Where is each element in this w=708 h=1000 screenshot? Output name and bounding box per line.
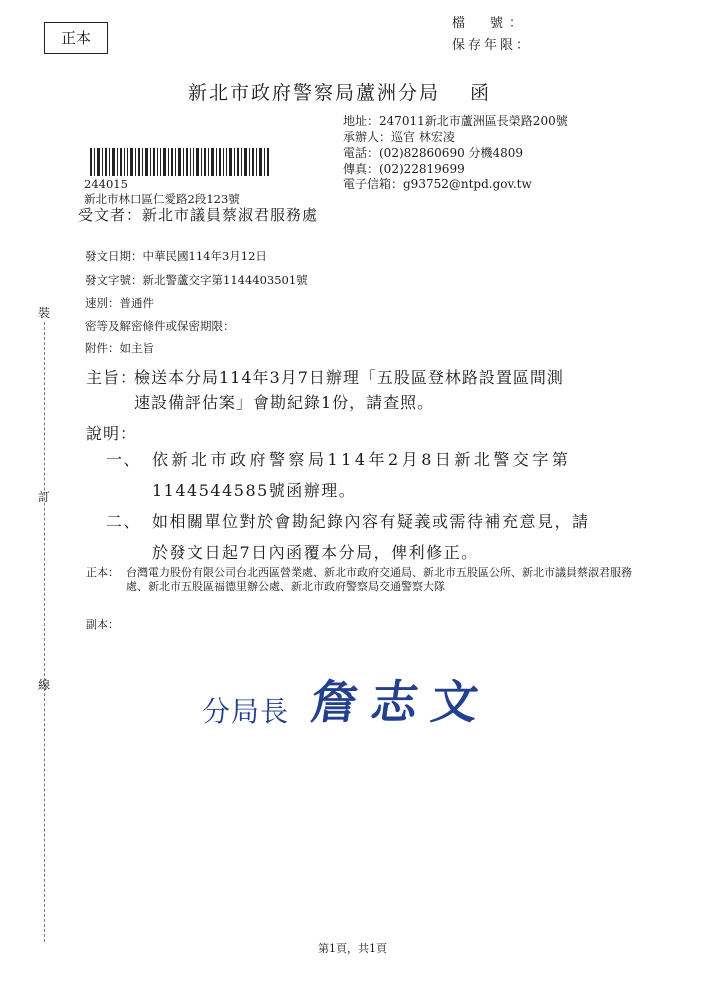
explanation-item-line: 如相關單位對於會勘紀錄內容有疑義或需待補充意見，請 [152, 512, 590, 531]
recipient-address: 新北市林口區仁愛路2段123號 [84, 192, 240, 206]
binding-margin-char: 訂 [38, 490, 51, 504]
subject-label: 主旨： [86, 368, 138, 387]
contact-phone: 電話：(02)82860690 分機4809 [343, 146, 524, 160]
postal-code: 244015 [84, 177, 128, 191]
contact-handler: 承辦人：巡官 林宏凌 [343, 130, 455, 144]
binding-margin-char: 線 [38, 678, 51, 692]
delivery-speed: 速別：普通件 [85, 296, 154, 310]
retention-period-label: 保存年限： [452, 38, 533, 53]
copy-recipients-label: 副本： [86, 618, 119, 631]
original-recipients: 台灣電力股份有限公司台北西區營業處、新北市政府交通局、新北市五股區公所、新北市議員蔡淑君服務處、新北市五股區福德里辦公處、新北市政府警察局交通警察大隊 [126, 566, 632, 593]
document-number: 發文字號：新北警蘆交字第1144403501號 [85, 273, 308, 287]
contact-fax: 傳真：(02)22819699 [343, 162, 465, 176]
binding-margin-char: 裝 [38, 306, 51, 320]
explanation-item-line: 1144544585號函辦理。 [152, 481, 357, 500]
subject-line-2: 速設備評估案」會勘紀錄1份，請查照。 [134, 393, 435, 412]
subject-line-1: 檢送本分局114年3月7日辦理「五股區登林路設置區間測 [134, 368, 564, 387]
signature-name: 詹志文 [307, 675, 496, 729]
explanation-item-number: 二、 [106, 512, 142, 531]
attachment: 附件：如主旨 [85, 341, 154, 355]
contact-email: 電子信箱：g93752@ntpd.gov.tw [343, 177, 532, 191]
contact-address: 地址：247011新北市蘆洲區長榮路200號 [343, 114, 568, 128]
explanation-item-line: 於發文日起7日內函覆本分局，俾利修正。 [152, 543, 479, 562]
signature-title: 分局長 [202, 695, 290, 728]
secrecy-level: 密等及解密條件或保密期限： [85, 319, 235, 333]
document-title [188, 78, 491, 105]
original-recipients-label: 正本： [86, 566, 119, 579]
explanation-label: 說明： [86, 424, 138, 443]
file-number-label: 檔 號： [452, 16, 529, 31]
document-type: 函 [470, 82, 492, 104]
barcode [90, 148, 270, 176]
recipient-line: 受文者：新北市議員蔡淑君服務處 [78, 206, 319, 224]
binding-margin-line [44, 322, 45, 942]
page-number: 第1頁，共1頁 [318, 942, 387, 955]
issue-date: 發文日期：中華民國114年3月12日 [85, 249, 267, 263]
agency-name: 新北市政府警察局蘆洲分局 [188, 82, 441, 104]
explanation-item-line: 依新北市政府警察局114年2月8日新北警交字第 [152, 450, 572, 469]
copy-type-badge: 正本 [44, 22, 108, 54]
explanation-item-number: 一、 [106, 450, 142, 469]
